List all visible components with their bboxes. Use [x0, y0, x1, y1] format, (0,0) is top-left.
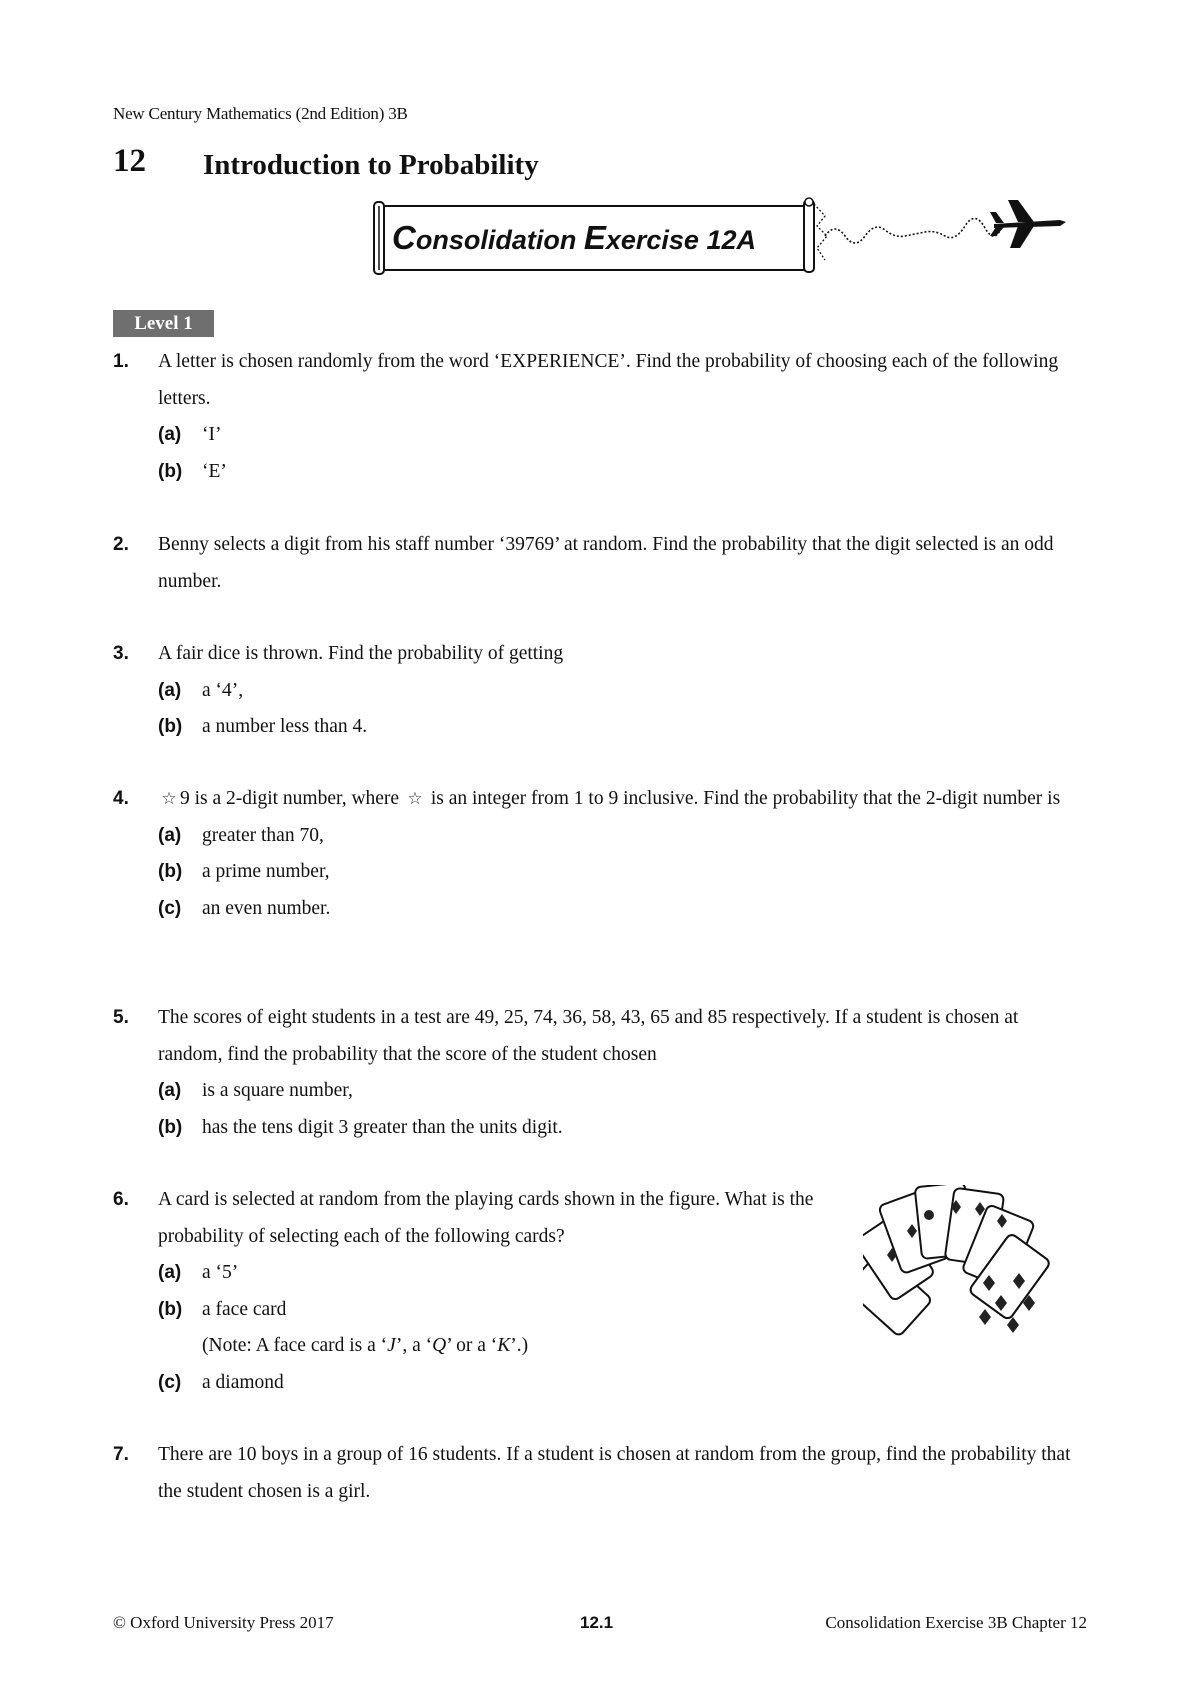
- part-text: a diamond: [202, 1371, 284, 1393]
- part-text: is a square number,: [202, 1080, 353, 1101]
- part-text: has the tens digit 3 greater than the units digit.: [202, 1116, 563, 1138]
- star-icon: ☆: [407, 789, 423, 808]
- exercise-banner-title: [392, 219, 822, 257]
- question-part: [158, 1110, 1073, 1147]
- question-stem: There are 10 boys in a group of 16 students. If a student is chosen at random from the group, find the probability that the student chosen is a girl.: [158, 1444, 1071, 1502]
- part-label: (a): [158, 679, 182, 701]
- banner-initial-e: E: [583, 219, 606, 256]
- question-3: [113, 636, 1073, 746]
- footer-series: Consolidation Exercise 3B Chapter 12: [825, 1613, 1087, 1632]
- question-number: 7.: [113, 1444, 129, 1465]
- banner-initial-c: C: [392, 219, 416, 256]
- note-letter-q: Q: [432, 1335, 447, 1356]
- question-part: [158, 1073, 1073, 1110]
- question-number: 1.: [113, 351, 129, 372]
- note-text: ’.): [510, 1335, 529, 1356]
- question-stem: [158, 781, 1073, 818]
- airplane-icon: [990, 200, 1066, 248]
- star-icon: ☆: [161, 789, 177, 808]
- note-text: (Note: A face card is a ‘: [202, 1335, 388, 1356]
- chapter-title: Introduction to Probability: [203, 149, 539, 181]
- part-label: (c): [158, 1371, 182, 1393]
- question-stem: A letter is chosen randomly from the word ‘EXPERIENCE’. Find the probability of choosing each of the following letters.: [158, 351, 1059, 409]
- part-text: ‘I’: [202, 424, 222, 445]
- footer-copyright: © Oxford University Press 2017: [113, 1613, 334, 1632]
- question-2: [113, 527, 1073, 600]
- question-5: [113, 1000, 1073, 1146]
- note-text: ’, a ‘: [395, 1335, 433, 1356]
- exercise-banner: [370, 196, 1090, 282]
- page-number: 12.1: [580, 1613, 614, 1632]
- question-number: 4.: [113, 788, 129, 809]
- chapter-number: 12: [113, 143, 146, 179]
- banner-word-2: xercise 12A: [605, 225, 756, 255]
- part-label: (b): [158, 1298, 183, 1320]
- part-label: (b): [158, 861, 183, 882]
- question-7: [113, 1437, 1073, 1510]
- question-number: 3.: [113, 643, 129, 664]
- banner-word-1: onsolidation: [415, 225, 584, 255]
- part-label: (a): [158, 424, 182, 445]
- question-stem: A fair dice is thrown. Find the probability of getting: [158, 643, 564, 664]
- face-card-note: [202, 1328, 873, 1365]
- level-badge: Level 1: [113, 310, 214, 337]
- part-text: a ‘5’: [202, 1262, 239, 1283]
- part-label: (b): [158, 1116, 183, 1138]
- question-4: [113, 781, 1073, 927]
- question-part: [158, 417, 1073, 454]
- question-part: [158, 1292, 873, 1329]
- part-label: (a): [158, 1080, 182, 1101]
- part-label: (a): [158, 824, 182, 846]
- question-number: 5.: [113, 1007, 129, 1028]
- note-letter-k: K: [497, 1335, 511, 1356]
- part-text: an even number.: [202, 897, 331, 919]
- question-part: [158, 1255, 873, 1292]
- part-text: ‘E’: [202, 460, 227, 482]
- question-stem: Benny selects a digit from his staff number ‘39769’ at random. Find the probability that the digit selected is an odd number.: [158, 534, 1054, 592]
- stem-text: is an integer from 1 to 9 inclusive. Find the probability that the 2-digit number is: [425, 788, 1061, 809]
- question-number: 2.: [113, 534, 129, 555]
- note-text: ’ or a ‘: [446, 1335, 498, 1356]
- note-letter-j: J: [387, 1335, 396, 1356]
- book-title: New Century Mathematics (2nd Edition) 3B: [113, 104, 408, 123]
- part-label: (c): [158, 897, 182, 919]
- part-label: (b): [158, 716, 183, 737]
- playing-cards-figure: [863, 1185, 1063, 1350]
- question-part: [158, 709, 1073, 746]
- part-text: a prime number,: [202, 861, 330, 882]
- part-label: (b): [158, 460, 183, 482]
- question-1: [113, 344, 1073, 490]
- question-part: [158, 891, 1073, 928]
- question-stem: A card is selected at random from the playing cards shown in the figure. What is the probability of selecting each of the following cards?: [158, 1189, 814, 1247]
- question-part: [158, 454, 1073, 491]
- stem-text: 9 is a 2-digit number, where: [180, 788, 404, 809]
- part-text: a face card: [202, 1298, 287, 1320]
- question-number: 6.: [113, 1189, 129, 1210]
- part-label: (a): [158, 1262, 182, 1283]
- question-part: [158, 673, 1073, 710]
- question-part: [158, 854, 1073, 891]
- question-stem: The scores of eight students in a test are 49, 25, 74, 36, 58, 43, 65 and 85 respectively. If a student is chosen at random, find the probability that the score of the student chosen: [158, 1007, 1019, 1065]
- part-text: greater than 70,: [202, 824, 324, 846]
- part-text: a number less than 4.: [202, 716, 368, 737]
- question-part: [158, 1365, 873, 1402]
- question-part: [158, 818, 1073, 855]
- question-6: [113, 1182, 873, 1401]
- part-text: a ‘4’,: [202, 679, 244, 701]
